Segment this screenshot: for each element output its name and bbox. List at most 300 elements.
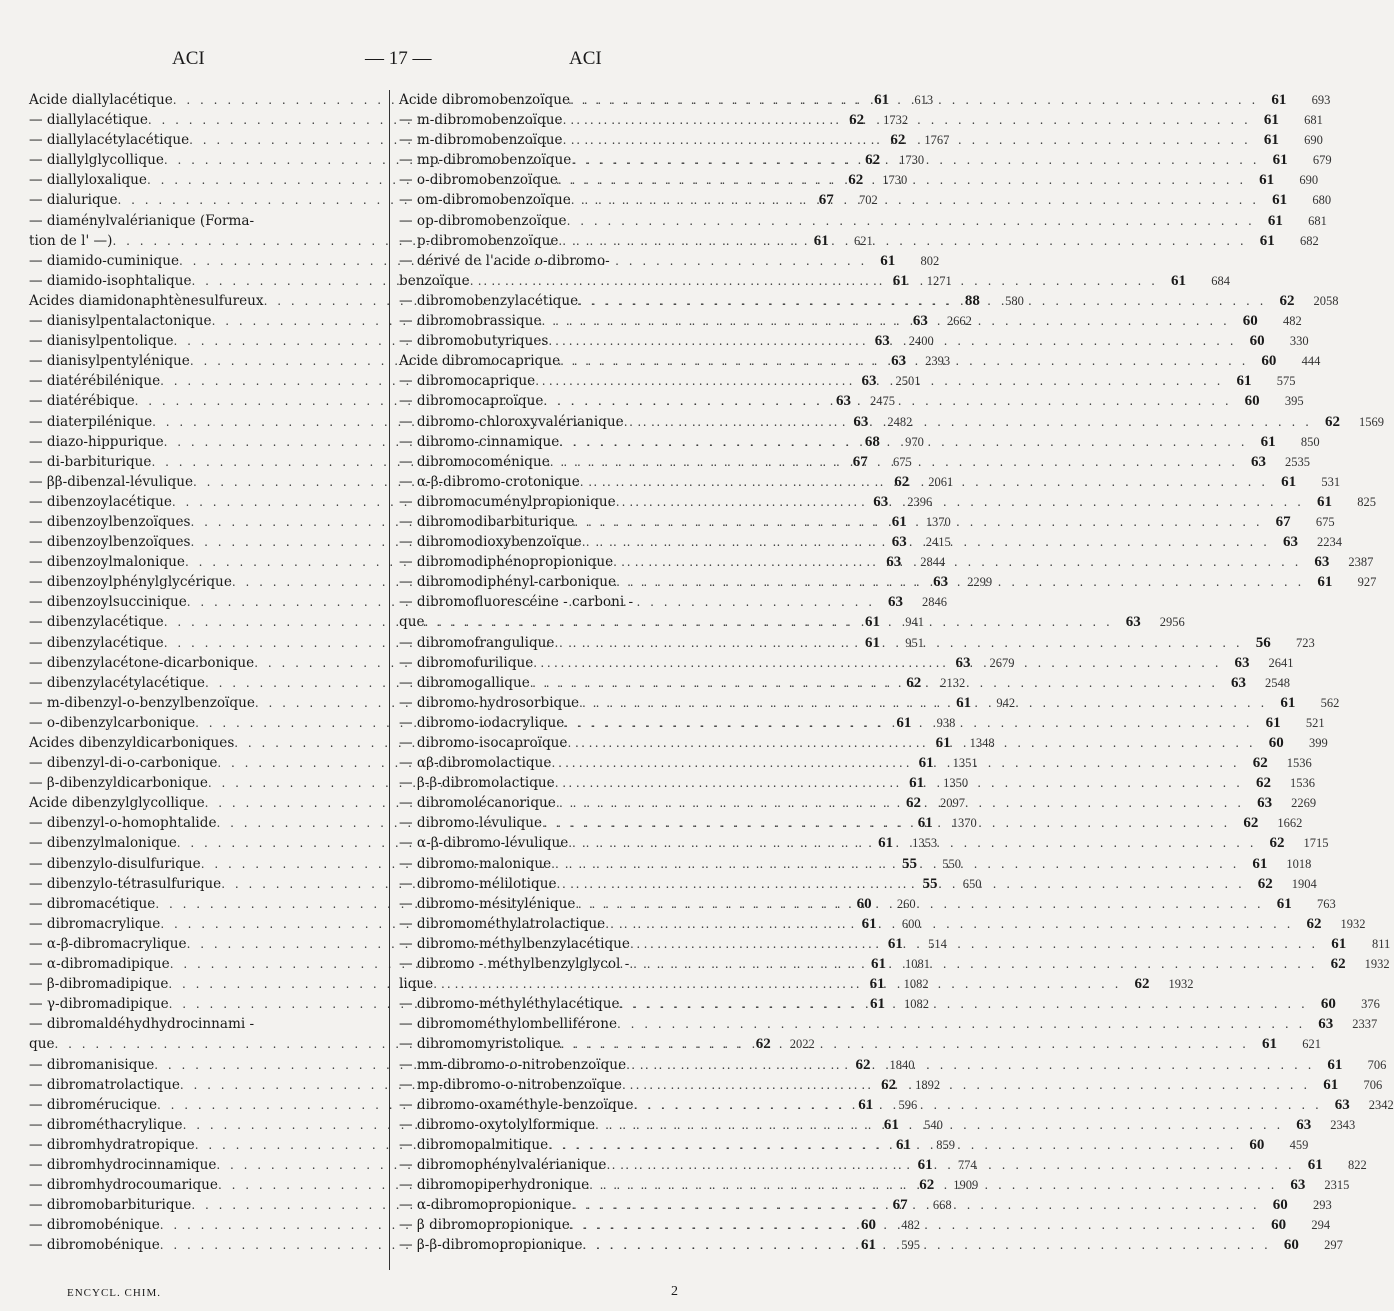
- entry-name: — dibromofurilique: [399, 654, 534, 671]
- entry-volume: 56: [1255, 634, 1271, 651]
- entry-name: — dibromobenzylacétique: [399, 292, 579, 309]
- entry-page: 1370: [925, 514, 951, 529]
- entry-volume: 63: [955, 654, 971, 671]
- entry-volume: 63: [888, 594, 904, 611]
- leader-dots: [568, 833, 1256, 853]
- entry-name: — op-dibromobenzoïque: [399, 212, 567, 229]
- entry-volume: 62: [849, 112, 865, 129]
- entry-name: — diallylacétylacétique: [29, 132, 190, 149]
- entry-page: 682: [1299, 233, 1319, 248]
- entry-page: 684: [1211, 273, 1230, 288]
- entry-page: 675: [1315, 514, 1335, 529]
- entry-volume: 63: [1290, 1177, 1306, 1194]
- entry-volume: 61: [918, 755, 934, 772]
- leader-dots: [595, 1115, 1283, 1135]
- entry-page: 2337: [1352, 1017, 1378, 1032]
- entry-volume: 61: [1263, 112, 1279, 129]
- leader-dots: [533, 653, 1221, 673]
- entry-name: — dibromaldéhydhydrocinnami -: [29, 1016, 255, 1033]
- entry-page: 2132: [940, 675, 966, 690]
- leader-dots: [616, 572, 1304, 592]
- entry-page: 927: [1357, 575, 1377, 590]
- entry-page: 575: [1276, 374, 1296, 389]
- entry-page: 811: [1371, 936, 1391, 951]
- entry-volume: 62: [1269, 835, 1285, 852]
- entry-name: — dibenzylacétone-dicarbonique: [29, 654, 255, 671]
- entry-name: — dibromofluorescéine - carboni -: [399, 594, 634, 611]
- entry-page: 330: [1289, 334, 1309, 349]
- entry-name: — dibromo-lévulique: [399, 815, 543, 832]
- entry-volume: 63: [1318, 1016, 1334, 1033]
- leader-dots: [571, 1195, 1259, 1215]
- entry-name: — dibromocaproïque: [399, 393, 544, 410]
- entry-name: — dibromodioxybenzoïque: [399, 534, 582, 551]
- entry-name: — dibromatrolactique: [29, 1076, 180, 1093]
- leader-dots: [567, 211, 1255, 231]
- entry-name: — m-dibromobenzoïque: [399, 112, 563, 129]
- running-header: [0, 48, 800, 78]
- entry-page: 1730: [899, 153, 925, 168]
- entry-name: Acide dibromocaprique: [399, 353, 561, 370]
- entry-name: — dibromo-oxaméthyle-benzoïque: [399, 1096, 634, 1113]
- entry-page: 1892: [915, 1077, 941, 1092]
- leader-dots: [470, 271, 1158, 291]
- entry-volume: 63: [1251, 453, 1267, 470]
- entry-volume: 63: [1314, 554, 1330, 571]
- index-entry: [399, 251, 767, 271]
- entry-name: — diallylacétique: [29, 112, 148, 129]
- leader-dots: [425, 612, 1113, 632]
- entry-page: 942: [996, 695, 1016, 710]
- entry-volume: 61: [1327, 1056, 1343, 1073]
- leader-dots: [624, 412, 1312, 432]
- entry-page: 1662: [1277, 816, 1303, 831]
- entry-name: — β-dibromadipique: [29, 976, 169, 993]
- entry-page: 595: [901, 1238, 921, 1253]
- entry-volume: 63: [1257, 795, 1273, 812]
- leader-dots: [564, 713, 1252, 733]
- leader-dots: [557, 874, 1245, 894]
- entry-page: 2415: [925, 535, 951, 550]
- leader-dots: [579, 693, 1267, 713]
- header-page-number: — 17 —: [365, 48, 432, 69]
- leader-dots: [589, 1175, 1277, 1195]
- entry-name: — dialurique: [29, 192, 118, 209]
- entry-page: 693: [1311, 93, 1331, 107]
- entry-name: — dibenzoylacétique: [29, 493, 172, 510]
- entry-page: 850: [1300, 434, 1320, 449]
- entry-name: — dibenzyl-di-o-carbonique: [29, 755, 218, 772]
- entry-volume: 61: [880, 252, 896, 269]
- leader-dots: [620, 994, 1308, 1014]
- entry-page: 376: [1361, 997, 1380, 1012]
- entry-volume: 62: [1255, 775, 1271, 792]
- entry-page: 675: [893, 454, 912, 469]
- entry-name: — α-dibromopropionique: [399, 1197, 572, 1214]
- entry-name: — diaterpilénique: [29, 413, 153, 430]
- entry-page: 580: [1005, 293, 1024, 308]
- entry-name: — α-β-dibromacrylique: [29, 935, 187, 952]
- leader-dots: [530, 673, 1218, 693]
- leader-dots: [558, 170, 1246, 190]
- entry-page: 521: [1305, 715, 1325, 730]
- entry-name: — dibromobrassique: [399, 313, 542, 330]
- entry-name: — o-dibenzylcarbonique: [29, 714, 196, 731]
- entry-volume: 61: [917, 1156, 933, 1173]
- entry-volume: 61: [869, 976, 885, 993]
- entry-volume: 60: [861, 1217, 877, 1234]
- entry-page: 1082: [903, 997, 929, 1012]
- leader-dots: [616, 492, 1304, 512]
- entry-volume: 61: [1281, 473, 1297, 490]
- entry-name: — dibromodiphényl-carbonique: [399, 574, 617, 591]
- entry-name: que: [29, 1036, 55, 1053]
- entry-name: — diaménylvalérianique (Forma-: [29, 212, 255, 229]
- leader-dots: [563, 130, 1251, 150]
- entry-page: 859: [936, 1137, 955, 1152]
- entry-volume: 62: [919, 1177, 935, 1194]
- leader-dots: [626, 1055, 1314, 1075]
- entry-name: — dibromocuménylpropionique: [399, 493, 616, 510]
- entry-volume: 61: [869, 996, 885, 1013]
- entry-page: 2844: [920, 555, 946, 570]
- entry-page: 297: [1324, 1238, 1343, 1253]
- entry-page: 2342: [1368, 1097, 1394, 1112]
- entry-page: 774: [957, 1157, 977, 1172]
- entry-page: 2535: [1285, 454, 1311, 469]
- entry-name: Acide dibromobenzoïque: [399, 92, 571, 108]
- entry-name: — dibenzoylmalonique: [29, 554, 185, 571]
- entry-name: — dibromacrylique: [29, 915, 161, 932]
- entry-page: 650: [962, 876, 982, 891]
- entry-volume: 61: [1271, 92, 1287, 108]
- entry-name: — dibromérucique: [29, 1096, 157, 1113]
- leader-dots: [582, 532, 1270, 552]
- entry-volume: 63: [874, 333, 890, 350]
- entry-name: — β-β-dibromolactique: [399, 775, 555, 792]
- header-left: ACI: [172, 48, 205, 69]
- entry-name: — p-dibromobenzoïque: [399, 232, 559, 249]
- entry-volume: 60: [856, 895, 872, 912]
- entry-name: — dibenzoylbenzoïques: [29, 534, 191, 551]
- leader-dots: [571, 190, 1259, 210]
- entry-volume: 61: [1170, 272, 1186, 289]
- entry-volume: 63: [886, 554, 902, 571]
- leader-dots: [560, 351, 1248, 371]
- entry-volume: 61: [1307, 1156, 1323, 1173]
- entry-name: — diazo-hippurique: [29, 433, 164, 450]
- entry-page: 1932: [1168, 977, 1194, 992]
- footer-sheet-number: 2: [671, 1284, 678, 1299]
- entry-page: 1370: [951, 816, 977, 831]
- entry-page: 2299: [967, 575, 993, 590]
- entry-name: — dibenzylacétique: [29, 614, 164, 631]
- entry-page: 293: [1312, 1198, 1332, 1213]
- entry-page: 763: [1316, 896, 1336, 911]
- entry-volume: 67: [1275, 513, 1291, 530]
- entry-volume: 61: [1261, 1036, 1277, 1053]
- entry-volume: 60: [1272, 1197, 1288, 1214]
- entry-name: — β-β-dibromopropionique: [399, 1237, 583, 1254]
- entry-volume: 61: [1267, 212, 1283, 229]
- entry-page: 2387: [1348, 555, 1374, 570]
- entry-page: 621: [853, 233, 873, 248]
- entry-name: — dibenzylacétylacétique: [29, 674, 205, 691]
- entry-name: — dibromobénique: [29, 1237, 160, 1254]
- entry-volume: 61: [874, 92, 890, 108]
- entry-volume: 61: [861, 1237, 877, 1254]
- entry-volume: 61: [1265, 714, 1281, 731]
- entry-volume: 61: [861, 915, 877, 932]
- leader-dots: [567, 733, 1255, 753]
- leader-dots: [554, 633, 1242, 653]
- entry-name: — diatérébilénique: [29, 373, 161, 390]
- entry-volume: 61: [892, 272, 908, 289]
- entry-page: 1536: [1286, 756, 1312, 771]
- leader-dots: [542, 813, 1230, 833]
- entry-name: — dibromopiperhydronique: [399, 1177, 590, 1194]
- entry-name: — o-dibromobenzoïque: [399, 172, 558, 189]
- entry-volume: 63: [891, 353, 907, 370]
- entry-name: — dibromo-méthyléthylacétique: [399, 996, 620, 1013]
- entry-page: 444: [1301, 354, 1321, 369]
- entry-name: — dibromo-méthylbenzylacétique: [399, 935, 630, 952]
- entry-page: 2022: [789, 1037, 815, 1052]
- entry-page: 2315: [1324, 1178, 1350, 1193]
- leader-dots: [570, 90, 1258, 110]
- entry-name: — m-dibenzyl-o-benzylbenzoïque: [29, 694, 255, 711]
- entry-page: 679: [1312, 153, 1332, 168]
- entry-name: — dibenzoylbenzoïques: [29, 513, 191, 530]
- entry-name: — dibenzoylsuccinique: [29, 594, 187, 611]
- entry-volume: 63: [1282, 534, 1298, 551]
- entry-volume: 63: [912, 313, 928, 330]
- entry-page: 621: [1302, 1037, 1321, 1052]
- entry-page: 1840: [889, 1057, 915, 1072]
- entry-volume: 61: [1259, 172, 1275, 189]
- entry-page: 668: [932, 1198, 952, 1213]
- entry-name: — dibenzylacétique: [29, 634, 164, 651]
- entry-page: 951: [905, 635, 924, 650]
- entry-volume: 63: [933, 574, 949, 591]
- entry-name: — dibromhydratropique: [29, 1136, 195, 1153]
- leader-dots: [561, 1034, 1249, 1054]
- leader-dots: [613, 552, 1301, 572]
- entry-name: — dibenzylo-tétrasulfurique: [29, 875, 222, 892]
- entry-name: — dibromo-cinnamique: [399, 433, 560, 450]
- entry-page: 2393: [925, 354, 951, 369]
- entry-volume: 61: [1252, 855, 1268, 872]
- entry-name: — γ-dibromadipique: [29, 996, 169, 1013]
- entry-volume: 60: [1244, 393, 1260, 410]
- entry-volume: 61: [1276, 895, 1292, 912]
- entry-page: 2662: [946, 314, 972, 329]
- entry-page: 2482: [887, 414, 913, 429]
- entry-page: 1932: [1340, 916, 1366, 931]
- entry-volume: 61: [813, 232, 829, 249]
- footer-signature: ENCYCL. CHIM.: [67, 1287, 161, 1299]
- entry-page: 1932: [1364, 957, 1390, 972]
- entry-page: 1536: [1289, 776, 1315, 791]
- leader-dots: [542, 311, 1230, 331]
- entry-page: 825: [1357, 494, 1376, 509]
- entry-page: 706: [1367, 1057, 1387, 1072]
- entry-page: 1569: [1358, 414, 1384, 429]
- entry-name: — om-dibromobenzoïque: [399, 192, 571, 209]
- entry-volume: 88: [964, 292, 980, 309]
- entry-name: — dianisylpentylénique: [29, 353, 190, 370]
- entry-name: — dibromobutyriques: [399, 333, 549, 350]
- entry-name: — dibromanisique: [29, 1056, 155, 1073]
- entry-volume: 61: [935, 735, 951, 751]
- entry-name: que: [399, 614, 425, 631]
- entry-volume: 55: [901, 855, 917, 872]
- entry-volume: 61: [858, 1096, 874, 1113]
- leader-dots: [574, 512, 1262, 532]
- entry-name: — mp-dibromobenzoïque: [399, 152, 572, 169]
- entry-page: 723: [1295, 635, 1315, 650]
- entry-name: lique: [399, 976, 434, 993]
- entry-page: 702: [859, 193, 878, 208]
- index-entry: [29, 612, 924, 632]
- entry-volume: 67: [818, 192, 834, 209]
- entry-page: 2641: [1268, 655, 1294, 670]
- entry-page: 2956: [1159, 615, 1185, 630]
- entry-page: 395: [1284, 394, 1304, 409]
- entry-page: 482: [901, 1218, 921, 1233]
- entry-page: 970: [905, 434, 924, 449]
- leader-dots: [543, 391, 1231, 411]
- entry-volume: 62: [1306, 915, 1322, 932]
- leader-dots: [556, 793, 1244, 813]
- entry-page: 690: [1304, 133, 1323, 148]
- entry-volume: 62: [1257, 875, 1273, 892]
- entry-page: 802: [920, 253, 940, 268]
- entry-page: 1904: [1291, 876, 1317, 891]
- leader-dots: [433, 974, 1121, 994]
- entry-volume: 61: [865, 634, 880, 651]
- entry-page: 613: [914, 93, 934, 107]
- leader-dots: [605, 914, 1293, 934]
- entry-name: — dianisylpentolique: [29, 333, 174, 350]
- entry-page: 531: [1321, 474, 1341, 489]
- entry-volume: 60: [1283, 1237, 1299, 1254]
- entry-volume: 61: [1260, 433, 1276, 450]
- entry-volume: 62: [855, 1056, 871, 1073]
- entry-volume: 61: [1236, 373, 1252, 390]
- entry-name: — dibromo - méthylbenzylglycol -: [399, 956, 630, 973]
- entry-volume: 62: [865, 152, 881, 169]
- entry-volume: 62: [890, 132, 906, 149]
- entry-name: — β-dibenzyldicarbonique: [29, 775, 208, 792]
- entry-page: 1082: [903, 977, 929, 992]
- entry-page: 1353: [912, 836, 938, 851]
- leader-dots: [563, 110, 1251, 130]
- entry-page: 941: [905, 615, 924, 630]
- entry-volume: 61: [891, 513, 907, 530]
- entry-volume: 61: [865, 614, 880, 631]
- entry-name: — dibromométhylatrolactique: [399, 915, 606, 932]
- entry-name: — dibromo-isocaproïque: [399, 735, 568, 751]
- entry-name: — dérivé de l'acide o-dibromo-: [399, 252, 610, 269]
- entry-page: 2475: [869, 394, 895, 409]
- entry-volume: 62: [881, 1076, 897, 1093]
- entry-volume: 63: [1296, 1116, 1312, 1133]
- entry-page: 1730: [882, 173, 908, 188]
- entry-name: Acide dibenzylglycollique: [29, 795, 205, 812]
- entry-page: 2396: [907, 494, 933, 509]
- entry-volume: 61: [896, 714, 912, 731]
- entry-name: — dibenzoylphénylglycérique: [29, 574, 232, 591]
- entry-volume: 60: [1249, 333, 1265, 350]
- entry-volume: 61: [1280, 694, 1296, 711]
- entry-name: — dibenzylo-disulfurique: [29, 855, 201, 872]
- entry-volume: 62: [1243, 815, 1259, 832]
- entry-name: — dibromofrangulique: [399, 634, 555, 651]
- index-entry: [29, 1014, 384, 1034]
- leader-dots: [622, 1075, 1310, 1095]
- entry-name: — mp-dibromo-o-nitrobenzoïque: [399, 1076, 622, 1093]
- entry-volume: 61: [1323, 1076, 1339, 1093]
- index-entry: [399, 211, 1327, 231]
- entry-volume: 68: [864, 433, 880, 450]
- entry-name: — di-barbiturique: [29, 453, 152, 470]
- entry-volume: 62: [894, 473, 910, 490]
- entry-name: — dibromobarbiturique: [29, 1197, 192, 1214]
- entry-volume: 61: [895, 1136, 911, 1153]
- entry-volume: 61: [870, 956, 886, 973]
- entry-volume: 61: [1317, 493, 1332, 510]
- entry-page: 1348: [969, 736, 995, 750]
- entry-page: 2548: [1265, 675, 1291, 690]
- leader-dots: [555, 773, 1243, 793]
- entry-page: 1018: [1286, 856, 1312, 871]
- entry-name: — diamido-cuminique: [29, 252, 179, 269]
- entry-name: — dibromhydrocoumarique: [29, 1177, 218, 1194]
- entry-name: — dibenzylmalonique: [29, 835, 177, 852]
- leader-dots: [570, 1215, 1258, 1235]
- entry-page: 2097: [939, 796, 965, 811]
- entry-name: — ββ-dibenzal-lévulique: [29, 473, 194, 490]
- leader-dots: [548, 331, 1236, 351]
- entry-volume: 62: [905, 795, 921, 812]
- index-entry: [399, 1014, 1378, 1034]
- entry-name: — mm-dibromo-o-nitrobenzoïque: [399, 1056, 627, 1073]
- entry-page: 399: [1309, 736, 1328, 750]
- entry-volume: 62: [1252, 755, 1268, 772]
- entry-page: 681: [1308, 213, 1327, 228]
- leader-dots: [550, 452, 1238, 472]
- entry-page: 2061: [928, 474, 954, 489]
- entry-volume: 63: [1125, 614, 1141, 631]
- entry-name: Acide diallylacétique: [29, 92, 173, 108]
- entry-page: 2400: [908, 334, 934, 349]
- entry-name: — dibromolécanorique: [399, 795, 556, 812]
- entry-name: — dibromopalmitique: [399, 1136, 549, 1153]
- entry-page: 294: [1311, 1218, 1331, 1233]
- leader-dots: [630, 934, 1318, 954]
- leader-dots: [617, 1014, 1305, 1034]
- entry-name: — dibromo-mélilotique: [399, 875, 557, 892]
- entry-name: — dianisylpentalactonique: [29, 313, 212, 330]
- entry-page: 514: [928, 936, 947, 951]
- entry-name: — diallylglycollique: [29, 152, 164, 169]
- entry-name: — diamido-isophtalique: [29, 272, 192, 289]
- entry-name: — m-dibromobenzoïque: [399, 132, 563, 149]
- entry-name: — dibromodibarbiturique: [399, 513, 575, 530]
- leader-dots: [548, 1135, 1236, 1155]
- entry-page: 1081: [904, 957, 930, 972]
